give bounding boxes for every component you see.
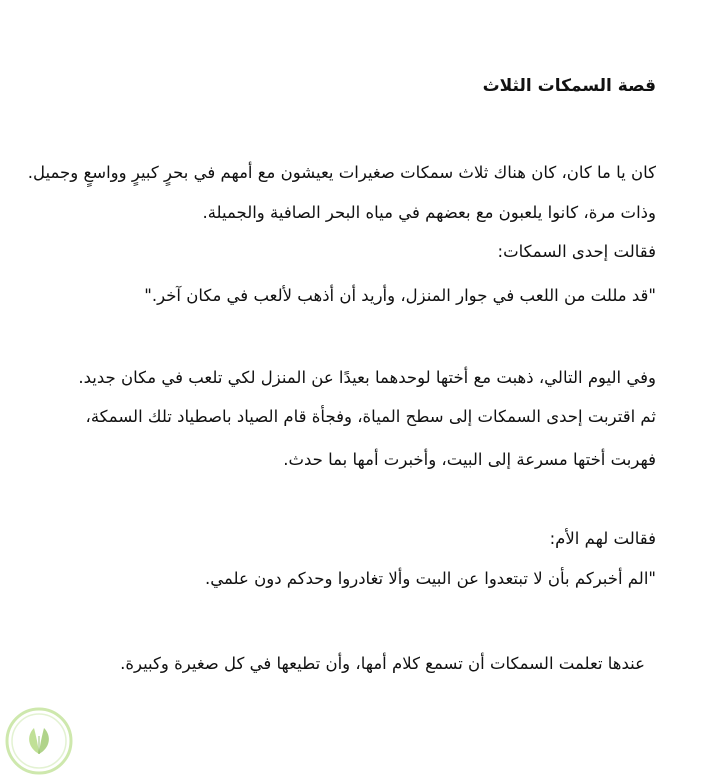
paragraph-line: فهربت أختها مسرعة إلى البيت، وأخبرت أمها بما حدث. bbox=[283, 450, 656, 469]
paragraph-line: وذات مرة، كانوا يلعبون مع بعضهم في مياه البحر الصافية والجميلة. bbox=[202, 203, 656, 222]
paragraph-line: كان يا ما كان، كان هناك ثلاث سمكات صغيرات يعيشون مع أمهم في بحرٍ كبيرٍ وواسعٍ وجميل. bbox=[27, 163, 656, 182]
paragraph-line: فقالت إحدى السمكات: bbox=[497, 242, 656, 261]
paragraph-line: ثم اقتربت إحدى السمكات إلى سطح المياة، وفجأة قام الصياد باصطياد تلك السمكة، bbox=[85, 407, 656, 426]
quote-line: "قد مللت من اللعب في جوار المنزل، وأريد أن أذهب لألعب في مكان آخر." bbox=[144, 286, 656, 305]
paragraph-line: وفي اليوم التالي، ذهبت مع أختها لوحدهما بعيدًا عن المنزل لكي تلعب في مكان جديد. bbox=[78, 368, 656, 387]
quote-line: "الم أخبركم بأن لا تبتعدوا عن البيت وألا تغادروا وحدكم دون علمي. bbox=[205, 569, 656, 588]
leaf-logo-icon bbox=[4, 706, 74, 776]
paragraph-line: عندها تعلمت السمكات أن تسمع كلام أمها، وأن تطيعها في كل صغيرة وكبيرة. bbox=[120, 654, 645, 673]
story-title: قصة السمكات الثلاث bbox=[482, 76, 656, 96]
paragraph-line: فقالت لهم الأم: bbox=[549, 529, 656, 548]
